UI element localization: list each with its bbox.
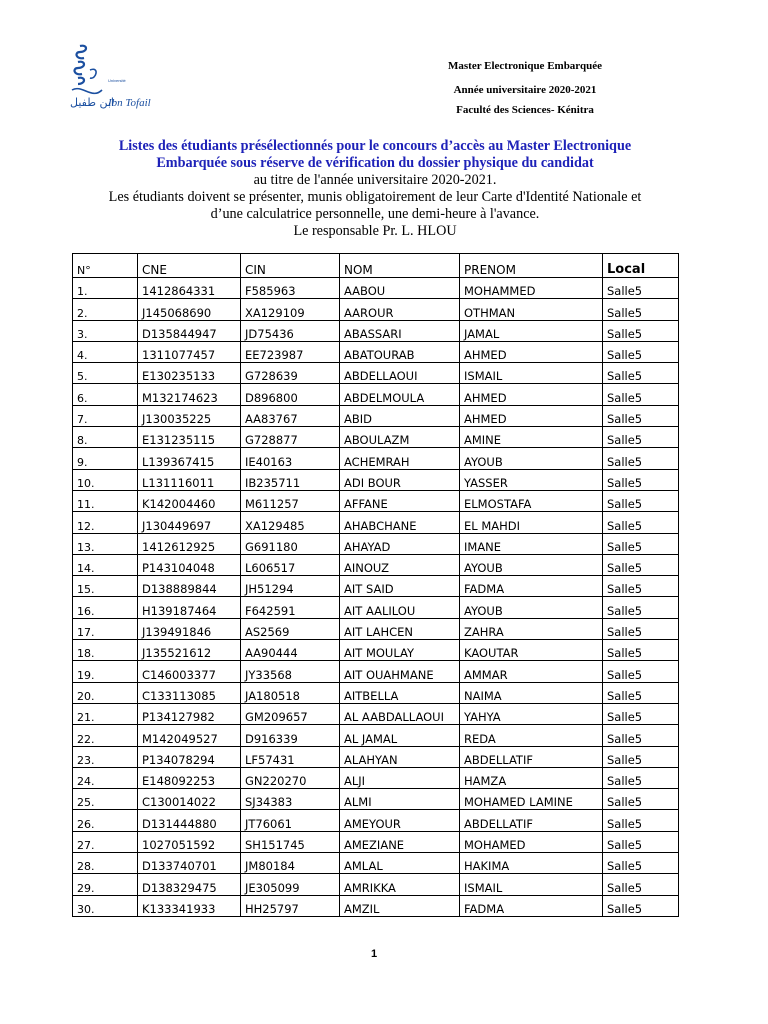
cell-cin: JM80184 — [241, 853, 340, 874]
info-line-instructions-cont: d’une calculatrice personnelle, une demi-heure à l'avance. — [210, 206, 540, 222]
cell-nom: ABDELLAOUI — [340, 363, 460, 384]
cell-cne: E131235115 — [138, 427, 241, 448]
students-table — [72, 253, 679, 917]
cell-cin: F585963 — [241, 278, 340, 299]
ibn-tofail-logo-graphic — [66, 40, 156, 112]
cell-nom: AIT OUAHMANE — [340, 661, 460, 682]
cell-cin: F642591 — [241, 597, 340, 618]
cell-local: Salle5 — [603, 810, 679, 831]
cell-local: Salle5 — [603, 703, 679, 724]
cell-prenom: ISMAIL — [460, 363, 603, 384]
cell-prenom: ISMAIL — [460, 874, 603, 895]
svg-text:Ibn Tofail: Ibn Tofail — [108, 97, 151, 109]
table-row — [73, 703, 679, 724]
cell-number: 19. — [73, 661, 138, 682]
cell-cne: P134078294 — [138, 746, 241, 767]
cell-cne: D135844947 — [138, 320, 241, 341]
cell-nom: AHABCHANE — [340, 512, 460, 533]
cell-prenom: MOHAMED — [460, 831, 603, 852]
cell-cin: SH151745 — [241, 831, 340, 852]
cell-local: Salle5 — [603, 490, 679, 511]
cell-local: Salle5 — [603, 384, 679, 405]
cell-local: Salle5 — [603, 448, 679, 469]
cell-number: 29. — [73, 874, 138, 895]
cell-cne: K142004460 — [138, 490, 241, 511]
cell-nom: AFFANE — [340, 490, 460, 511]
cell-local: Salle5 — [603, 725, 679, 746]
cell-local: Salle5 — [603, 278, 679, 299]
cell-nom: AMEZIANE — [340, 831, 460, 852]
col-header-prenom: PRENOM — [460, 254, 603, 278]
cell-nom: AMZIL — [340, 895, 460, 916]
cell-prenom: OTHMAN — [460, 299, 603, 320]
table-row — [73, 469, 679, 490]
cell-local: Salle5 — [603, 746, 679, 767]
cell-local: Salle5 — [603, 597, 679, 618]
cell-number: 25. — [73, 789, 138, 810]
table-row — [73, 682, 679, 703]
cell-cne: J130035225 — [138, 405, 241, 426]
cell-prenom: AMMAR — [460, 661, 603, 682]
cell-prenom: AYOUB — [460, 554, 603, 575]
cell-cne: C146003377 — [138, 661, 241, 682]
cell-local: Salle5 — [603, 512, 679, 533]
table-row — [73, 661, 679, 682]
cell-local: Salle5 — [603, 299, 679, 320]
responsible-person: Le responsable Pr. L. HLOU — [293, 223, 457, 239]
cell-number: 30. — [73, 895, 138, 916]
cell-cne: P143104048 — [138, 554, 241, 575]
info-line-year: au titre de l'année universitaire 2020-2021. — [253, 172, 497, 188]
cell-cne: 1311077457 — [138, 341, 241, 362]
cell-cin: HH25797 — [241, 895, 340, 916]
cell-local: Salle5 — [603, 576, 679, 597]
cell-prenom: ELMOSTAFA — [460, 490, 603, 511]
cell-cin: XA129485 — [241, 512, 340, 533]
cell-number: 15. — [73, 576, 138, 597]
cell-cne: J130449697 — [138, 512, 241, 533]
cell-cne: 1412864331 — [138, 278, 241, 299]
cell-nom: AL JAMAL — [340, 725, 460, 746]
cell-number: 7. — [73, 405, 138, 426]
cell-local: Salle5 — [603, 831, 679, 852]
table-row — [73, 789, 679, 810]
cell-nom: ABOULAZM — [340, 427, 460, 448]
table-row — [73, 746, 679, 767]
cell-nom: ABDELMOULA — [340, 384, 460, 405]
cell-cne: D138889844 — [138, 576, 241, 597]
cell-nom: AMRIKKA — [340, 874, 460, 895]
table-header-row — [73, 254, 679, 278]
cell-number: 12. — [73, 512, 138, 533]
table-row — [73, 320, 679, 341]
cell-prenom: YAHYA — [460, 703, 603, 724]
document-title-line2: Embarquée sous réserve de vérification du dossier physique du candidat — [156, 155, 594, 171]
cell-local: Salle5 — [603, 789, 679, 810]
cell-cne: H139187464 — [138, 597, 241, 618]
cell-local: Salle5 — [603, 363, 679, 384]
cell-nom: AITBELLA — [340, 682, 460, 703]
cell-prenom: ABDELLATIF — [460, 810, 603, 831]
cell-cin: GM209657 — [241, 703, 340, 724]
cell-cne: J135521612 — [138, 640, 241, 661]
cell-nom: AINOUZ — [340, 554, 460, 575]
cell-local: Salle5 — [603, 640, 679, 661]
cell-prenom: FADMA — [460, 576, 603, 597]
cell-cin: EE723987 — [241, 341, 340, 362]
cell-number: 21. — [73, 703, 138, 724]
cell-cin: G728877 — [241, 427, 340, 448]
cell-number: 3. — [73, 320, 138, 341]
cell-number: 14. — [73, 554, 138, 575]
cell-number: 6. — [73, 384, 138, 405]
cell-prenom: JAMAL — [460, 320, 603, 341]
cell-cne: E148092253 — [138, 767, 241, 788]
table-row — [73, 490, 679, 511]
cell-number: 2. — [73, 299, 138, 320]
cell-local: Salle5 — [603, 320, 679, 341]
cell-cin: JD75436 — [241, 320, 340, 341]
col-header-nom: NOM — [340, 254, 460, 278]
cell-cne: D138329475 — [138, 874, 241, 895]
cell-local: Salle5 — [603, 469, 679, 490]
cell-number: 20. — [73, 682, 138, 703]
cell-number: 27. — [73, 831, 138, 852]
table-row — [73, 810, 679, 831]
table-row — [73, 427, 679, 448]
cell-prenom: REDA — [460, 725, 603, 746]
cell-prenom: AMINE — [460, 427, 603, 448]
cell-number: 26. — [73, 810, 138, 831]
table-row — [73, 299, 679, 320]
svg-text:Université: Université — [108, 78, 126, 83]
cell-nom: ALAHYAN — [340, 746, 460, 767]
cell-cin: M611257 — [241, 490, 340, 511]
cell-number: 23. — [73, 746, 138, 767]
cell-cin: IE40163 — [241, 448, 340, 469]
table-row — [73, 895, 679, 916]
cell-local: Salle5 — [603, 682, 679, 703]
table-row — [73, 597, 679, 618]
cell-number: 17. — [73, 618, 138, 639]
cell-number: 10. — [73, 469, 138, 490]
cell-prenom: FADMA — [460, 895, 603, 916]
cell-number: 5. — [73, 363, 138, 384]
cell-nom: ABID — [340, 405, 460, 426]
cell-cin: JT76061 — [241, 810, 340, 831]
cell-number: 16. — [73, 597, 138, 618]
table-row — [73, 554, 679, 575]
cell-cne: 1412612925 — [138, 533, 241, 554]
cell-nom: AIT LAHCEN — [340, 618, 460, 639]
cell-cne: D131444880 — [138, 810, 241, 831]
cell-prenom: NAIMA — [460, 682, 603, 703]
cell-cin: GN220270 — [241, 767, 340, 788]
col-header-number: N° — [73, 254, 138, 278]
cell-prenom: KAOUTAR — [460, 640, 603, 661]
table-row — [73, 384, 679, 405]
cell-nom: AL AABDALLAOUI — [340, 703, 460, 724]
col-header-local: Local — [603, 254, 679, 278]
table-row — [73, 831, 679, 852]
cell-number: 9. — [73, 448, 138, 469]
cell-nom: ABATOURAB — [340, 341, 460, 362]
table-row — [73, 533, 679, 554]
cell-local: Salle5 — [603, 554, 679, 575]
cell-cne: M142049527 — [138, 725, 241, 746]
cell-prenom: ZAHRA — [460, 618, 603, 639]
cell-cin: D916339 — [241, 725, 340, 746]
cell-prenom: AHMED — [460, 384, 603, 405]
cell-nom: AIT MOULAY — [340, 640, 460, 661]
cell-cin: G691180 — [241, 533, 340, 554]
cell-prenom: AHMED — [460, 405, 603, 426]
cell-cne: E130235133 — [138, 363, 241, 384]
cell-nom: AMLAL — [340, 853, 460, 874]
table-row — [73, 640, 679, 661]
cell-cin: L606517 — [241, 554, 340, 575]
cell-cne: C130014022 — [138, 789, 241, 810]
cell-cin: XA129109 — [241, 299, 340, 320]
cell-cin: JH51294 — [241, 576, 340, 597]
cell-cne: L139367415 — [138, 448, 241, 469]
cell-cin: G728639 — [241, 363, 340, 384]
table-row — [73, 725, 679, 746]
info-line-instructions: Les étudiants doivent se présenter, munis obligatoirement de leur Carte d'Identité Nationale et — [108, 189, 642, 205]
cell-local: Salle5 — [603, 341, 679, 362]
page-number: 1 — [370, 948, 378, 960]
col-header-cin: CIN — [241, 254, 340, 278]
cell-cne: K133341933 — [138, 895, 241, 916]
cell-nom: ALJI — [340, 767, 460, 788]
cell-prenom: MOHAMED LAMINE — [460, 789, 603, 810]
cell-cne: D133740701 — [138, 853, 241, 874]
cell-prenom: EL MAHDI — [460, 512, 603, 533]
cell-cne: M132174623 — [138, 384, 241, 405]
program-name: Master Electronique Embarquée — [448, 60, 602, 72]
cell-number: 24. — [73, 767, 138, 788]
cell-nom: ADI BOUR — [340, 469, 460, 490]
table-row — [73, 512, 679, 533]
cell-number: 8. — [73, 427, 138, 448]
table-row — [73, 278, 679, 299]
cell-prenom: YASSER — [460, 469, 603, 490]
cell-number: 13. — [73, 533, 138, 554]
cell-number: 4. — [73, 341, 138, 362]
table-row — [73, 341, 679, 362]
cell-cin: LF57431 — [241, 746, 340, 767]
cell-number: 22. — [73, 725, 138, 746]
cell-cin: AA83767 — [241, 405, 340, 426]
cell-local: Salle5 — [603, 661, 679, 682]
faculty-name: Faculté des Sciences- Kénitra — [456, 104, 594, 116]
cell-prenom: AHMED — [460, 341, 603, 362]
university-logo — [66, 40, 156, 112]
cell-nom: AAROUR — [340, 299, 460, 320]
cell-prenom: ABDELLATIF — [460, 746, 603, 767]
academic-year: Année universitaire 2020-2021 — [453, 84, 597, 96]
cell-cne: C133113085 — [138, 682, 241, 703]
svg-text:ابن طفيل: ابن طفيل — [70, 96, 114, 109]
cell-prenom: MOHAMMED — [460, 278, 603, 299]
cell-local: Salle5 — [603, 767, 679, 788]
cell-nom: AIT AALILOU — [340, 597, 460, 618]
table-row — [73, 405, 679, 426]
cell-cin: AA90444 — [241, 640, 340, 661]
cell-number: 1. — [73, 278, 138, 299]
cell-prenom: AYOUB — [460, 597, 603, 618]
cell-nom: AHAYAD — [340, 533, 460, 554]
table-row — [73, 363, 679, 384]
cell-cne: J145068690 — [138, 299, 241, 320]
cell-prenom: HAMZA — [460, 767, 603, 788]
table-row — [73, 874, 679, 895]
cell-cin: JA180518 — [241, 682, 340, 703]
cell-cin: AS2569 — [241, 618, 340, 639]
cell-cin: IB235711 — [241, 469, 340, 490]
cell-prenom: IMANE — [460, 533, 603, 554]
col-header-cne: CNE — [138, 254, 241, 278]
cell-cne: P134127982 — [138, 703, 241, 724]
cell-cne: 1027051592 — [138, 831, 241, 852]
cell-prenom: HAKIMA — [460, 853, 603, 874]
cell-local: Salle5 — [603, 427, 679, 448]
cell-nom: AMEYOUR — [340, 810, 460, 831]
cell-local: Salle5 — [603, 895, 679, 916]
cell-cin: JE305099 — [241, 874, 340, 895]
table-row — [73, 618, 679, 639]
table-row — [73, 448, 679, 469]
table-row — [73, 576, 679, 597]
cell-number: 11. — [73, 490, 138, 511]
cell-cne: J139491846 — [138, 618, 241, 639]
cell-nom: ALMI — [340, 789, 460, 810]
cell-number: 18. — [73, 640, 138, 661]
document-title-line1: Listes des étudiants présélectionnés pour le concours d’accès au Master Electronique — [118, 138, 632, 154]
table-row — [73, 853, 679, 874]
cell-cne: L131116011 — [138, 469, 241, 490]
cell-cin: JY33568 — [241, 661, 340, 682]
cell-number: 28. — [73, 853, 138, 874]
cell-nom: AABOU — [340, 278, 460, 299]
cell-nom: ACHEMRAH — [340, 448, 460, 469]
cell-local: Salle5 — [603, 853, 679, 874]
cell-local: Salle5 — [603, 874, 679, 895]
cell-prenom: AYOUB — [460, 448, 603, 469]
cell-nom: ABASSARI — [340, 320, 460, 341]
cell-nom: AIT SAID — [340, 576, 460, 597]
cell-cin: SJ34383 — [241, 789, 340, 810]
table-row — [73, 767, 679, 788]
cell-local: Salle5 — [603, 405, 679, 426]
cell-local: Salle5 — [603, 533, 679, 554]
cell-cin: D896800 — [241, 384, 340, 405]
cell-local: Salle5 — [603, 618, 679, 639]
